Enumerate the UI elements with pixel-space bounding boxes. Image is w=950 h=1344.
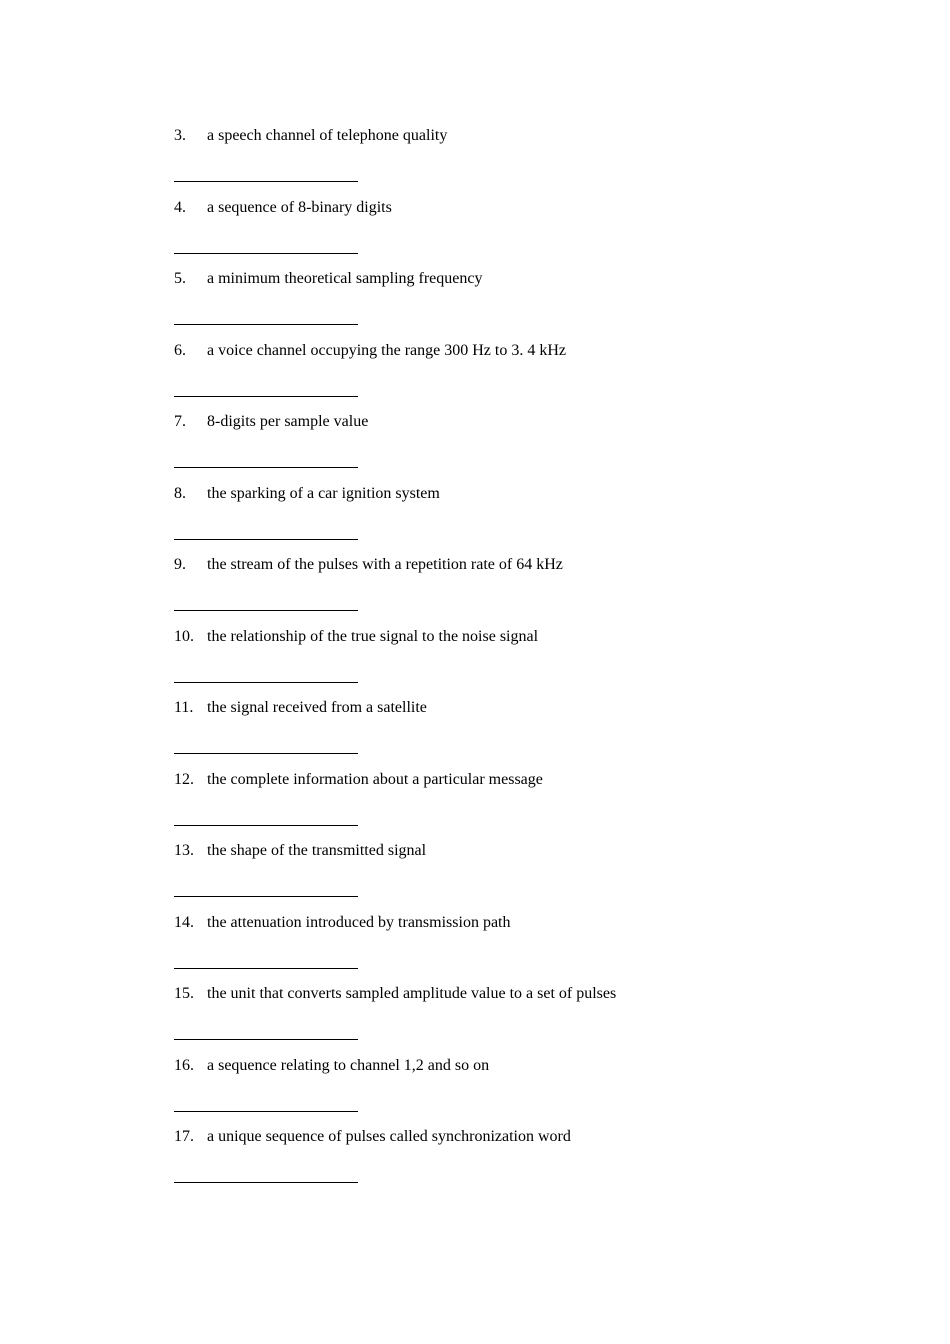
item-text: the complete information about a particular message [207, 770, 543, 788]
answer-blank-line[interactable] [174, 968, 358, 969]
item-number: 16. [174, 1056, 194, 1074]
answer-blank-line[interactable] [174, 682, 358, 683]
answer-blank-line[interactable] [174, 467, 358, 468]
answer-blank-line[interactable] [174, 1039, 358, 1040]
item-text: a voice channel occupying the range 300 Hz to 3. 4 kHz [207, 341, 566, 359]
item-number: 12. [174, 770, 194, 788]
answer-blank-line[interactable] [174, 539, 358, 540]
exercise-item [174, 124, 814, 196]
answer-blank-line[interactable] [174, 1111, 358, 1112]
item-number: 13. [174, 842, 194, 859]
answer-blank-line[interactable] [174, 1182, 358, 1183]
item-text: the relationship of the true signal to the noise signal [207, 627, 539, 645]
item-text: a speech channel of telephone quality [207, 127, 448, 144]
item-text: the sparking of a car ignition system [207, 484, 440, 502]
item-number: 7. [174, 413, 186, 430]
exercise-item [174, 1125, 814, 1197]
exercise-item [174, 768, 814, 840]
answer-blank-line[interactable] [174, 324, 358, 325]
item-text: the unit that converts sampled amplitude value to a set of pulses [207, 985, 617, 1002]
item-text: the signal received from a satellite [207, 699, 427, 716]
item-number: 17. [174, 1128, 194, 1145]
exercise-item [174, 339, 814, 411]
exercise-item [174, 625, 814, 697]
answer-blank-line[interactable] [174, 253, 358, 254]
item-number: 4. [174, 198, 186, 216]
item-number: 15. [174, 985, 194, 1002]
exercise-item [174, 911, 814, 983]
item-number: 8. [174, 484, 186, 502]
item-text: the shape of the transmitted signal [207, 842, 427, 859]
answer-blank-line[interactable] [174, 181, 358, 182]
exercise-item [174, 696, 814, 768]
item-text: 8-digits per sample value [207, 413, 369, 430]
item-number: 10. [174, 627, 194, 645]
item-number: 11. [174, 699, 194, 716]
item-number: 3. [174, 127, 186, 144]
item-text: the stream of the pulses with a repetition rate of 64 kHz [207, 556, 563, 573]
answer-blank-line[interactable] [174, 896, 358, 897]
item-text: a unique sequence of pulses called synchronization word [207, 1128, 571, 1145]
exercise-item [174, 482, 814, 554]
item-number: 14. [174, 913, 194, 931]
item-number: 9. [174, 556, 186, 573]
answer-blank-line[interactable] [174, 753, 358, 754]
exercise-item [174, 982, 814, 1054]
exercise-item [174, 410, 814, 482]
item-number: 6. [174, 341, 186, 359]
exercise-item [174, 196, 814, 268]
answer-blank-line[interactable] [174, 396, 358, 397]
item-text: a minimum theoretical sampling frequency [207, 270, 483, 287]
exercise-item [174, 839, 814, 911]
exercise-item [174, 1054, 814, 1126]
answer-blank-line[interactable] [174, 610, 358, 611]
item-number: 5. [174, 270, 186, 287]
item-text: a sequence relating to channel 1,2 and so on [207, 1056, 490, 1074]
exercise-list [174, 124, 814, 1197]
item-text: the attenuation introduced by transmission path [207, 913, 511, 931]
exercise-item [174, 553, 814, 625]
answer-blank-line[interactable] [174, 825, 358, 826]
item-text: a sequence of 8-binary digits [207, 198, 392, 216]
exercise-item [174, 267, 814, 339]
